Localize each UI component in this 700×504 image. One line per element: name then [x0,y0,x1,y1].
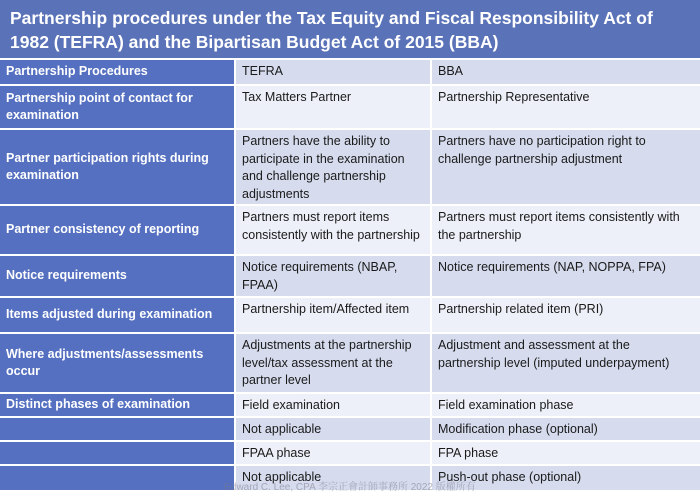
table-row [0,394,700,418]
table-row [0,256,700,298]
row-label: Partnership point of contact for examination [0,86,236,128]
tefra-cell: FPAA phase [236,442,432,464]
row-label [0,442,236,464]
table-row [0,418,700,442]
tefra-cell: Not applicable [236,418,432,440]
header-cell-bba: BBA [432,60,700,84]
row-label: Notice requirements [0,256,236,296]
row-label: Partner participation rights during examination [0,130,236,204]
table-row [0,334,700,394]
row-label [0,418,236,440]
row-label: Partner consistency of reporting [0,206,236,254]
comparison-table [0,60,700,490]
title-line-2: 1982 (TEFRA) and the Bipartisan Budget Act of 2015 (BBA) [10,32,499,52]
header-cell-tefra: TEFRA [236,60,432,84]
bba-cell: Partnership related item (PRI) [432,298,700,332]
bba-cell: Modification phase (optional) [432,418,700,440]
bba-cell: Partners must report items consistently with the partnership [432,206,700,254]
bba-cell: Partnership Representative [432,86,700,128]
row-label: Distinct phases of examination [0,394,236,416]
table-row [0,130,700,206]
tefra-cell: Adjustments at the partnership level/tax assessment at the partner level [236,334,432,392]
row-label: Where adjustments/assessments occur [0,334,236,392]
table-header-row [0,60,700,86]
tefra-cell: Field examination [236,394,432,416]
table-row [0,206,700,256]
tefra-cell: Partners have the ability to participate in the examination and challenge partnership adjustments [236,130,432,204]
tefra-cell: Partnership item/Affected item [236,298,432,332]
watermark: Edward C. Lee, CPA 李宗正會計師事務所 2022 版權所有 [224,482,476,493]
table-row [0,466,700,490]
tefra-cell: Notice requirements (NBAP, FPAA) [236,256,432,296]
bba-cell: FPA phase [432,442,700,464]
table-row [0,298,700,334]
tefra-cell: Partners must report items consistently with the partnership [236,206,432,254]
table-row [0,86,700,130]
bba-cell: Notice requirements (NAP, NOPPA, FPA) [432,256,700,296]
table-row [0,442,700,466]
bba-cell: Push-out phase (optional) [432,466,700,490]
title-line-1: Partnership procedures under the Tax Equity and Fiscal Responsibility Act of [10,8,653,28]
row-label [0,466,236,490]
page-title [0,0,700,60]
bba-cell: Adjustment and assessment at the partnership level (imputed underpayment) [432,334,700,392]
row-label: Items adjusted during examination [0,298,236,332]
tefra-cell: Tax Matters Partner [236,86,432,128]
tefra-cell: Not applicable [236,466,432,490]
header-cell-procedures: Partnership Procedures [0,60,236,84]
bba-cell: Partners have no participation right to challenge partnership adjustment [432,130,700,204]
bba-cell: Field examination phase [432,394,700,416]
